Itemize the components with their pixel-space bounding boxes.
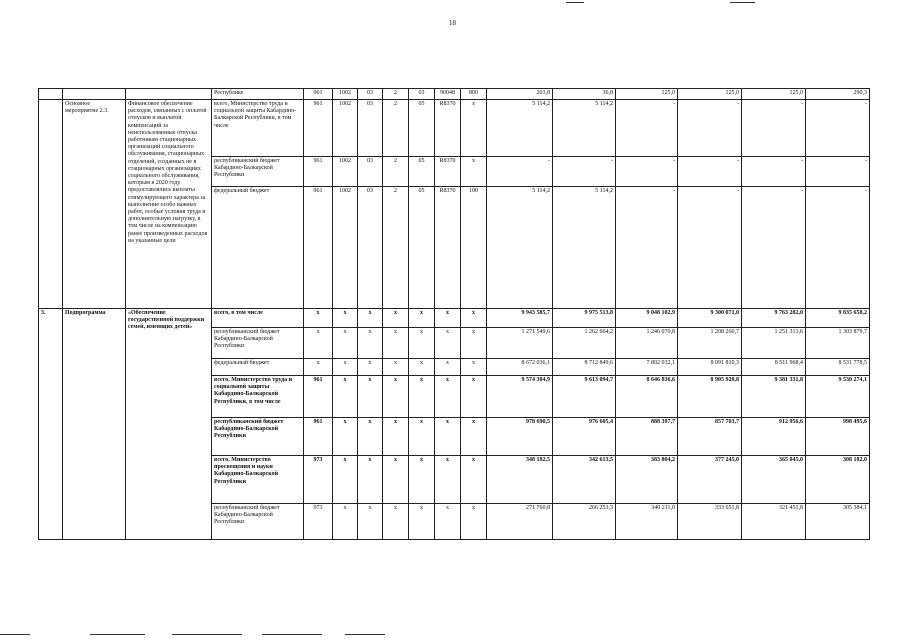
cell-code: х: [461, 100, 487, 157]
cell-code: х: [358, 418, 383, 456]
cell-amount: 203,8: [487, 89, 553, 100]
cell-amount: -: [616, 187, 678, 309]
cell-amount: 8 646 836,6: [616, 376, 678, 418]
cell-amount: 9 574 304,9: [487, 376, 553, 418]
top-rule-2: [730, 2, 755, 3]
cell-number: [39, 89, 63, 100]
bottom-rule-4: [262, 634, 322, 635]
cell-amount: -: [487, 157, 553, 187]
cell-executor: всего, Министерство просвещения и науки Кабардино-Балкарской Республики: [212, 456, 304, 504]
cell-code: х: [461, 359, 487, 376]
cell-amount: 8 091 810,3: [678, 359, 742, 376]
cell-amount: 266 253,3: [553, 504, 616, 540]
cell-executor: республиканский бюджет Кабардино-Балкарской Республики: [212, 157, 304, 187]
cell-amount: 1 208 260,7: [678, 328, 742, 359]
cell-amount: 9 048 102,9: [616, 309, 678, 328]
cell-executor: всего, Министерство труда и социальной защиты Кабардино-Балкарской Республики, в том числе: [212, 100, 304, 157]
cell-code: х: [304, 359, 333, 376]
cell-amount: 36,8: [553, 89, 616, 100]
cell-amount: 5 114,2: [487, 187, 553, 309]
cell-amount: -: [742, 187, 806, 309]
cell-code: х: [333, 504, 358, 540]
cell-amount: 365 045,0: [742, 456, 806, 504]
cell-amount: -: [616, 100, 678, 157]
cell-code: 973: [304, 504, 333, 540]
cell-code: х: [461, 157, 487, 187]
page-number: 18: [449, 19, 456, 27]
cell-amount: 290,3: [806, 89, 870, 100]
cell-code: 1002: [333, 89, 358, 100]
cell-code: х: [409, 359, 435, 376]
top-rule-1: [566, 2, 584, 3]
cell-code: х: [435, 359, 461, 376]
cell-status: Подпрограмма: [63, 309, 126, 540]
cell-code: х: [333, 328, 358, 359]
cell-amount: 978 690,5: [487, 418, 553, 456]
cell-amount: 1 303 879,7: [806, 328, 870, 359]
cell-code: х: [333, 376, 358, 418]
cell-amount: 348 182,5: [487, 456, 553, 504]
cell-code: х: [383, 359, 409, 376]
cell-amount: 271 760,8: [487, 504, 553, 540]
cell-code: R8370: [435, 187, 461, 309]
cell-status: [63, 89, 126, 100]
cell-amount: 9 300 071,0: [678, 309, 742, 328]
cell-code: 973: [304, 456, 333, 504]
cell-code: 05: [409, 100, 435, 157]
cell-code: 03: [358, 187, 383, 309]
cell-amount: 7 802 032,1: [616, 359, 678, 376]
cell-code: х: [333, 418, 358, 456]
cell-amount: 998 495,6: [806, 418, 870, 456]
cell-executor: федеральный бюджет: [212, 187, 304, 309]
budget-table: [38, 88, 870, 540]
cell-code: 961: [304, 100, 333, 157]
cell-amount: 9 381 331,8: [742, 376, 806, 418]
cell-code: 961: [304, 187, 333, 309]
cell-code: х: [461, 376, 487, 418]
cell-code: 2: [383, 157, 409, 187]
cell-code: 961: [304, 89, 333, 100]
cell-amount: -: [616, 157, 678, 187]
cell-amount: -: [742, 100, 806, 157]
cell-amount: 383 804,2: [616, 456, 678, 504]
cell-status: Основное мероприятие 2.3.: [63, 100, 126, 309]
row-republic-tail: [39, 89, 870, 100]
cell-amount: 1 262 664,2: [553, 328, 616, 359]
cell-executor: республиканский бюджет Кабардино-Балкарской Республики: [212, 504, 304, 540]
cell-code: х: [435, 328, 461, 359]
cell-code: R8370: [435, 100, 461, 157]
cell-amount: 9 763 282,0: [742, 309, 806, 328]
cell-code: х: [383, 328, 409, 359]
row-2-3-vsego: [39, 100, 870, 157]
cell-amount: 125,0: [616, 89, 678, 100]
cell-code: х: [461, 309, 487, 328]
cell-amount: 125,0: [742, 89, 806, 100]
cell-amount: 8 672 036,1: [487, 359, 553, 376]
cell-amount: 321 451,8: [742, 504, 806, 540]
cell-code: 100: [461, 187, 487, 309]
cell-code: х: [435, 376, 461, 418]
cell-code: 961: [304, 418, 333, 456]
cell-code: 2: [383, 100, 409, 157]
cell-code: 90048: [435, 89, 461, 100]
cell-code: 05: [409, 187, 435, 309]
cell-code: х: [383, 504, 409, 540]
cell-amount: 1 251 313,6: [742, 328, 806, 359]
cell-executor: республиканский бюджет Кабардино-Балкарской Республики: [212, 328, 304, 359]
cell-amount: 888 397,7: [616, 418, 678, 456]
cell-number: 3.: [39, 309, 63, 540]
cell-code: х: [409, 309, 435, 328]
cell-code: х: [358, 376, 383, 418]
cell-amount: -: [806, 187, 870, 309]
cell-code: х: [383, 309, 409, 328]
cell-amount: 5 114,2: [487, 100, 553, 157]
cell-amount: 8 905 920,8: [678, 376, 742, 418]
cell-code: х: [383, 456, 409, 504]
cell-executor: Республике: [212, 89, 304, 100]
cell-amount: 9 613 094,7: [553, 376, 616, 418]
cell-amount: 1 271 549,6: [487, 328, 553, 359]
cell-amount: 342 613,5: [553, 456, 616, 504]
cell-amount: 9 835 658,2: [806, 309, 870, 328]
cell-code: х: [435, 418, 461, 456]
cell-executor: всего, Министерство труда и социальной защиты Кабардино-Балкарской Республики, в том числе: [212, 376, 304, 418]
cell-code: 03: [358, 89, 383, 100]
cell-code: х: [409, 376, 435, 418]
cell-code: х: [461, 418, 487, 456]
cell-code: х: [409, 504, 435, 540]
cell-code: х: [358, 456, 383, 504]
cell-amount: 377 245,0: [678, 456, 742, 504]
cell-code: 03: [358, 157, 383, 187]
cell-executor: всего, в том числе: [212, 309, 304, 328]
cell-amount: -: [806, 157, 870, 187]
cell-amount: 5 114,2: [553, 100, 616, 157]
cell-amount: -: [678, 187, 742, 309]
cell-amount: -: [678, 100, 742, 157]
cell-executor: федеральный бюджет: [212, 359, 304, 376]
row-3-vsego: [39, 309, 870, 328]
cell-code: х: [409, 456, 435, 504]
cell-code: х: [383, 418, 409, 456]
cell-amount: 340 211,0: [616, 504, 678, 540]
cell-code: 2: [383, 187, 409, 309]
cell-code: х: [461, 456, 487, 504]
cell-code: 1002: [333, 157, 358, 187]
bottom-rule-2: [90, 634, 145, 635]
cell-code: 1002: [333, 100, 358, 157]
cell-code: х: [358, 504, 383, 540]
cell-code: х: [358, 309, 383, 328]
cell-code: х: [435, 309, 461, 328]
cell-code: х: [435, 456, 461, 504]
cell-code: х: [409, 328, 435, 359]
cell-number: [39, 100, 63, 309]
cell-code: 03: [409, 89, 435, 100]
cell-amount: 5 114,2: [553, 187, 616, 309]
cell-code: 05: [409, 157, 435, 187]
cell-amount: 333 651,8: [678, 504, 742, 540]
cell-amount: 1 246 070,8: [616, 328, 678, 359]
cell-code: 961: [304, 376, 333, 418]
cell-amount: 8 712 849,6: [553, 359, 616, 376]
cell-code: х: [461, 328, 487, 359]
cell-code: 03: [358, 100, 383, 157]
cell-code: х: [304, 328, 333, 359]
cell-description: Финансовое обеспечение расходов, связанных с оплатой отпусков и выплатой компенсаций за неиспользованные отпуска работникам стационарных организаций социального обслуживания, стационарных отделений, созданных не в стационарных организациях социального обслуживания, которым в 2020 году предоставлялись выплаты стимулирующего характера за выполнение особо важных работ, особые условия труда и дополнительную нагрузку, в том числе на компенсацию ранее произведенных расходов на указанные цели: [126, 100, 212, 309]
cell-code: 800: [461, 89, 487, 100]
cell-code: х: [333, 309, 358, 328]
cell-amount: 857 703,7: [678, 418, 742, 456]
cell-code: R8370: [435, 157, 461, 187]
cell-code: х: [304, 309, 333, 328]
cell-amount: -: [742, 157, 806, 187]
cell-amount: 308 182,0: [806, 456, 870, 504]
cell-code: х: [435, 504, 461, 540]
cell-description: «Обеспечение государственной поддержки семей, имеющих детей»: [126, 309, 212, 540]
cell-amount: 125,0: [678, 89, 742, 100]
bottom-rule-5: [345, 634, 385, 635]
cell-code: 2: [383, 89, 409, 100]
cell-code: 961: [304, 157, 333, 187]
bottom-rule-1: [0, 634, 30, 635]
cell-executor: республиканский бюджет Кабардино-Балкарской Республики: [212, 418, 304, 456]
cell-description: [126, 89, 212, 100]
cell-amount: -: [806, 100, 870, 157]
cell-amount: -: [553, 157, 616, 187]
cell-code: х: [333, 456, 358, 504]
cell-amount: 8 511 968,4: [742, 359, 806, 376]
cell-amount: 976 605,4: [553, 418, 616, 456]
cell-amount: 9 530 274,1: [806, 376, 870, 418]
cell-amount: 9 943 585,7: [487, 309, 553, 328]
cell-amount: 912 956,6: [742, 418, 806, 456]
cell-amount: 305 384,1: [806, 504, 870, 540]
cell-code: х: [333, 359, 358, 376]
cell-code: 1002: [333, 187, 358, 309]
bottom-rule-3: [172, 634, 242, 635]
cell-code: х: [461, 504, 487, 540]
cell-code: х: [358, 328, 383, 359]
cell-code: х: [383, 376, 409, 418]
cell-amount: 9 975 513,8: [553, 309, 616, 328]
cell-code: х: [409, 418, 435, 456]
cell-amount: 8 531 778,5: [806, 359, 870, 376]
cell-code: х: [358, 359, 383, 376]
cell-amount: -: [678, 157, 742, 187]
